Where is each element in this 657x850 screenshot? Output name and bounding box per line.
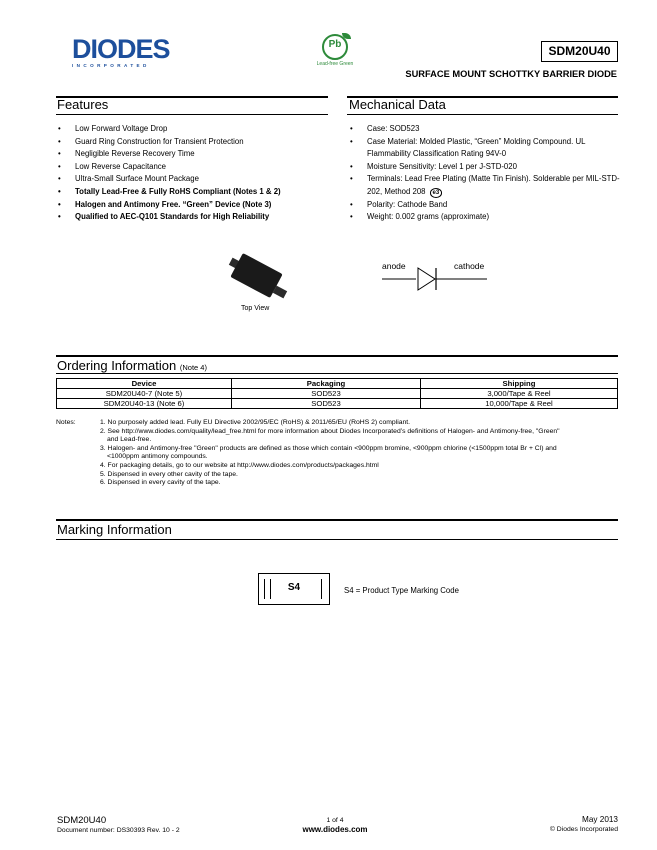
marking-description: S4 = Product Type Marking Code (344, 586, 459, 595)
e3-mark-icon: e3 (430, 188, 443, 198)
col-packaging: Packaging (232, 379, 421, 389)
list-item-text: Totally Lead-Free & Fully RoHS Compliant (Notes 1 & 2) (75, 186, 281, 196)
note-line: 4. For packaging details, go to our website at http://www.diodes.com/products/packages.html (100, 461, 379, 469)
cell-packaging: SOD523 (232, 399, 421, 409)
bullet-icon: • (350, 199, 353, 209)
note-line: 6. Dispensed in every cavity of the tape. (100, 479, 221, 487)
diode-schematic-icon (380, 259, 490, 295)
marking-heading: Marking Information (57, 522, 172, 537)
list-item (57, 211, 332, 224)
mechanical-list (349, 123, 621, 224)
footer-date: May 2013 (582, 815, 618, 824)
cell-packaging: SOD523 (232, 389, 421, 399)
note-line: 3. Halogen- and Antimony-free "Green" products are defined as those which contain <900ppm bromine, <900ppm chlorine (<1500ppm total Br + Cl) and (100, 444, 557, 452)
bullet-icon: • (58, 124, 61, 133)
pb-symbol: Pb (328, 39, 342, 50)
features-bottom-rule (56, 114, 328, 115)
bullet-icon: • (350, 124, 353, 133)
list-item (57, 186, 332, 199)
mechanical-top-rule (347, 96, 618, 98)
cell-device: SDM20U40-13 (Note 6) (57, 399, 232, 409)
bullet-icon: • (58, 212, 61, 222)
footer-doc-number: Document number: DS30393 Rev. 10 - 2 (57, 827, 180, 834)
cell-shipping: 3,000/Tape & Reel (421, 389, 618, 399)
bullet-icon: • (350, 161, 353, 171)
ordering-note-ref: (Note 4) (179, 363, 207, 372)
logo-subtext: INCORPORATED (72, 63, 150, 68)
mechanical-heading: Mechanical Data (349, 97, 446, 112)
mechanical-bottom-rule (347, 114, 618, 115)
list-item (57, 199, 332, 212)
features-list (57, 123, 332, 224)
list-item-text: Guard Ring Construction for Transient Protection (75, 136, 244, 146)
footer-page: 1 of 4 (326, 817, 344, 824)
list-item (349, 161, 621, 174)
notes-label: Notes: (56, 419, 76, 426)
list-item-text: Negligible Reverse Recovery Time (75, 149, 195, 159)
features-top-rule (56, 96, 328, 98)
list-item (349, 123, 621, 136)
ordering-table (56, 378, 618, 409)
cathode-label: cathode (454, 261, 485, 271)
anode-label: anode (382, 261, 406, 271)
diode-symbol (380, 259, 490, 295)
list-item (57, 161, 332, 174)
notes-body (100, 419, 620, 488)
note-line: 5. Dispensed in every other cavity of the tape. (100, 470, 238, 478)
col-shipping: Shipping (421, 379, 618, 389)
table-row (57, 389, 618, 399)
bullet-icon: • (350, 136, 353, 146)
table-row (57, 399, 618, 409)
ordering-bottom-rule (56, 373, 618, 374)
list-item-text: Case Material: Molded Plastic, “Green” Molding Compound. UL Flammability Classification Rating 94V-0 (367, 136, 586, 159)
bullet-icon: • (350, 212, 353, 222)
diodes-logo (72, 34, 182, 68)
logo-text: DIODES (72, 34, 170, 64)
features-heading: Features (57, 97, 109, 112)
list-item (349, 173, 621, 198)
list-item (349, 211, 621, 224)
part-number-box: SDM20U40 (541, 41, 618, 62)
list-item (349, 199, 621, 212)
cell-shipping: 10,000/Tape & Reel (421, 399, 618, 409)
pb-free-icon (322, 34, 348, 60)
lead-free-green-badge (310, 34, 360, 67)
pb-label: Lead-free Green (316, 61, 354, 67)
list-item (57, 148, 332, 161)
ordering-title: Ordering Information (57, 358, 177, 373)
bullet-icon: • (58, 199, 61, 209)
list-item-text: Moisture Sensitivity: Level 1 per J-STD-020 (367, 161, 517, 171)
list-item (57, 173, 332, 186)
footer-website: www.diodes.com (302, 825, 368, 834)
bullet-icon: • (58, 136, 61, 146)
cell-device: SDM20U40-7 (Note 5) (57, 389, 232, 399)
footer-part-number: SDM20U40 (57, 815, 107, 826)
footer-copyright: © Diodes Incorporated (549, 826, 618, 833)
bullet-icon: • (58, 174, 61, 184)
top-view-caption: Top View (241, 305, 270, 312)
list-item-text: Polarity: Cathode Band (367, 199, 448, 209)
ordering-top-rule (56, 355, 618, 357)
note-line: 1. No purposely added lead. Fully EU Directive 2002/95/EC (RoHS) & 2011/65/EU (RoHS 2) compliant. (100, 419, 411, 426)
marking-top-rule (56, 519, 618, 521)
list-item-text: Weight: 0.002 grams (approximate) (367, 212, 490, 222)
marking-diagram (258, 573, 330, 605)
marking-bottom-rule (56, 539, 618, 540)
note-line: 2. See http://www.diodes.com/quality/lead_free.html for more information about Diodes Incorporated’s definitions of Halogen- and Antimony-free, "Green" (100, 427, 560, 435)
list-item (57, 123, 332, 136)
col-device: Device (57, 379, 232, 389)
note-line: and Lead-free. (107, 436, 152, 444)
bullet-icon: • (350, 174, 353, 184)
list-item-text: Ultra-Small Surface Mount Package (75, 174, 199, 184)
list-item (349, 136, 621, 161)
list-item-text: Low Reverse Capacitance (75, 161, 167, 171)
list-item-text: Qualified to AEC-Q101 Standards for High Reliability (75, 212, 270, 222)
document-subtitle: SURFACE MOUNT SCHOTTKY BARRIER DIODE (405, 69, 617, 79)
ordering-table-header (57, 379, 618, 389)
bullet-icon: • (58, 149, 61, 159)
list-item-text: Case: SOD523 (367, 124, 420, 133)
list-item-text: Terminals: Lead Free Plating (Matte Tin Finish). Solderable per MIL-STD-202, Method 208 (367, 174, 620, 196)
note-line: <1000ppm antimony compounds. (107, 453, 208, 461)
ordering-heading (57, 358, 207, 373)
bullet-icon: • (58, 161, 61, 171)
list-item-text: Halogen and Antimony Free. “Green” Device (Note 3) (75, 199, 272, 209)
bullet-icon: • (58, 186, 61, 196)
marking-code: S4 (287, 582, 301, 593)
list-item (57, 136, 332, 149)
list-item-text: Low Forward Voltage Drop (75, 124, 168, 133)
